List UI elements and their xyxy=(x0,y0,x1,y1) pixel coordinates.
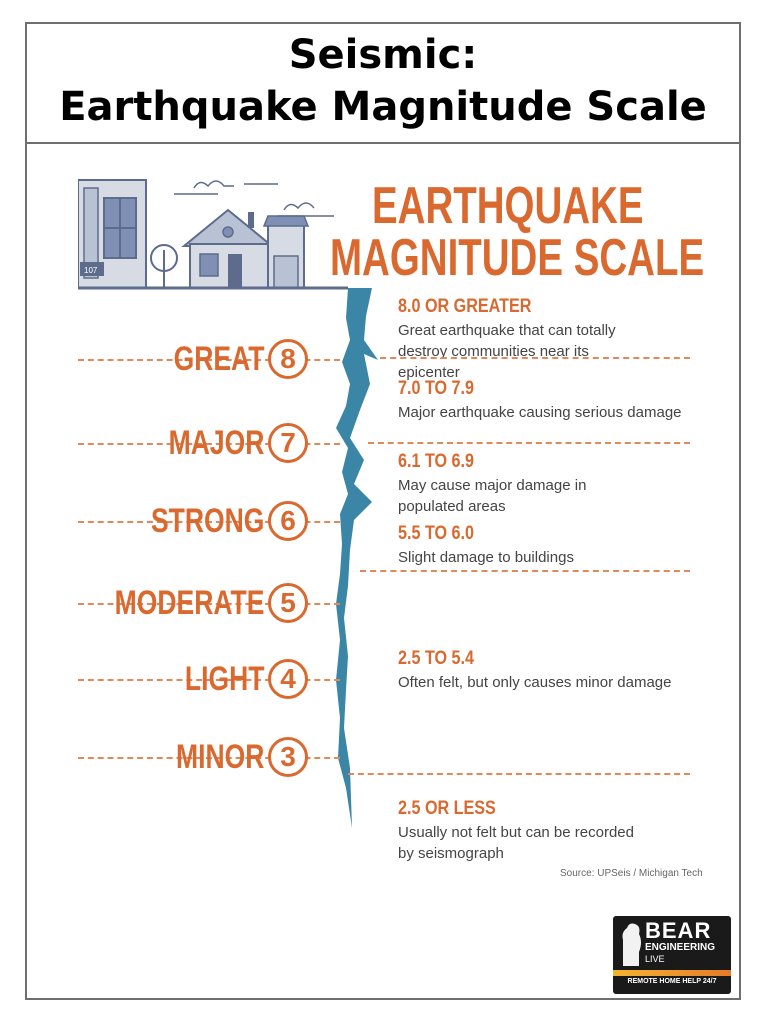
buildings-illustration xyxy=(78,170,348,292)
magnitude-number-badge: 8 xyxy=(268,339,308,379)
desc-moderate xyxy=(398,523,698,568)
desc-range: 2.5 TO 5.4 xyxy=(398,648,475,669)
magnitude-name: LIGHT xyxy=(184,660,265,698)
header-title-line2: Earthquake Magnitude Scale xyxy=(59,84,707,130)
divider xyxy=(348,773,690,775)
magnitude-name: MODERATE xyxy=(114,584,265,622)
magnitude-name: MAJOR xyxy=(168,424,265,462)
divider xyxy=(380,357,690,359)
desc-text: Often felt, but only causes minor damage xyxy=(398,674,672,691)
divider xyxy=(368,442,690,444)
magnitude-name: MINOR xyxy=(176,738,265,776)
desc-text: Major earthquake causing serious damage xyxy=(398,404,682,421)
desc-text: Usually not felt but can be recorded by seismograph xyxy=(398,824,634,862)
magnitude-number-badge: 3 xyxy=(268,737,308,777)
desc-range: 7.0 TO 7.9 xyxy=(398,378,475,399)
logo-engineering: ENGINEERING xyxy=(645,942,716,953)
magnitude-row xyxy=(0,580,330,626)
desc-range: 5.5 TO 6.0 xyxy=(398,523,475,544)
logo-bear: BEAR xyxy=(645,918,712,943)
magnitude-number-badge: 7 xyxy=(268,423,308,463)
source-credit: Source: UPSeis / Michigan Tech xyxy=(560,868,703,879)
desc-minor xyxy=(398,798,698,864)
fault-crack xyxy=(320,288,400,828)
desc-text: Great earthquake that can totally destroy communities near its epicenter xyxy=(398,322,616,381)
magnitude-name: STRONG xyxy=(150,502,265,540)
bear-icon xyxy=(619,922,643,966)
desc-strong xyxy=(398,451,698,517)
desc-text: May cause major damage in populated areas xyxy=(398,477,587,515)
magnitude-number-badge: 6 xyxy=(268,501,308,541)
desc-major xyxy=(398,378,698,423)
bear-engineering-logo xyxy=(613,916,731,994)
magnitude-row xyxy=(0,336,330,382)
magnitude-row xyxy=(0,734,330,780)
desc-range: 2.5 OR LESS xyxy=(398,798,496,819)
desc-light xyxy=(398,648,698,693)
desc-text: Slight damage to buildings xyxy=(398,549,574,566)
magnitude-row xyxy=(0,498,330,544)
magnitude-row xyxy=(0,656,330,702)
desc-range: 6.1 TO 6.9 xyxy=(398,451,475,472)
logo-tagline: REMOTE HOME HELP 24/7 xyxy=(627,978,717,985)
logo-stripe xyxy=(613,970,731,976)
magnitude-row xyxy=(0,420,330,466)
desc-range: 8.0 OR GREATER xyxy=(398,296,532,317)
header-title-line1: Seismic: xyxy=(288,32,478,78)
magnitude-number-badge: 5 xyxy=(268,583,308,623)
divider xyxy=(360,570,690,572)
desc-great xyxy=(398,296,698,383)
page-header xyxy=(27,24,739,144)
house-number: 107 xyxy=(84,266,98,275)
magnitude-number-badge: 4 xyxy=(268,659,308,699)
logo-live: LIVE xyxy=(645,954,665,964)
magnitude-name: GREAT xyxy=(173,340,265,378)
infographic-title-line2: MAGNITUDE SCALE xyxy=(330,229,705,287)
infographic-title-line1: EARTHQUAKE xyxy=(372,177,644,235)
